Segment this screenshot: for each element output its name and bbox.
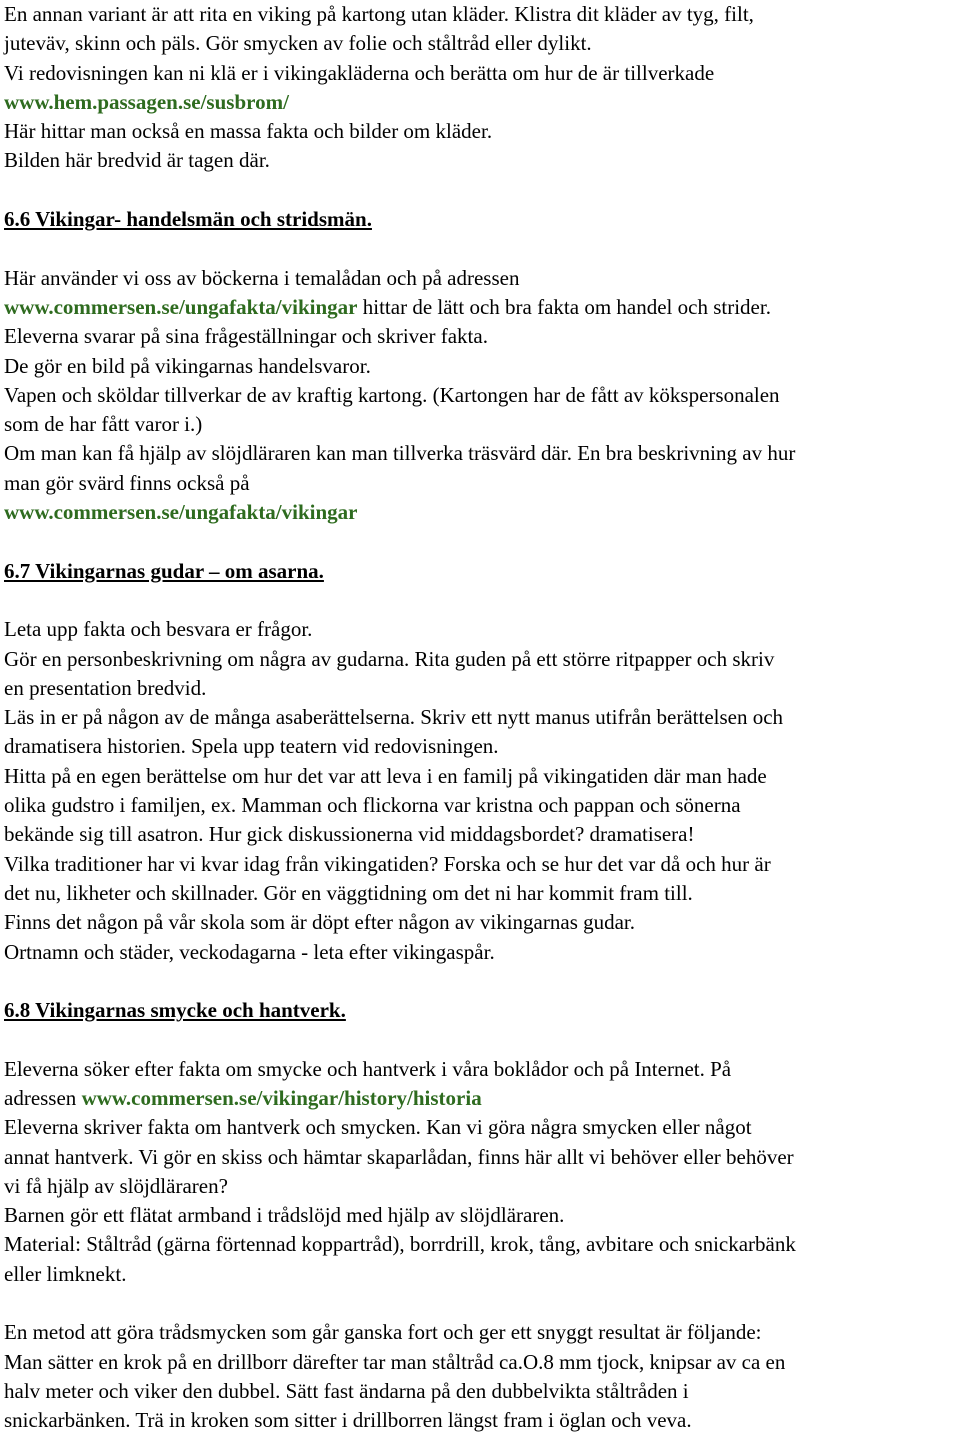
- commersen-history-link[interactable]: www.commersen.se/vikingar/history/historia: [81, 1085, 482, 1110]
- text-line: som de har fått varor i.): [4, 412, 203, 437]
- text-line: det nu, likheter och skillnader. Gör en väggtidning om det ni har kommit fram till.: [4, 880, 693, 905]
- commersen-vikingar-link[interactable]: www.commersen.se/ungafakta/vikingar: [4, 294, 358, 319]
- text-line: Läs in er på någon av de många asaberättelserna. Skriv ett nytt manus utifrån berättelsen och: [4, 705, 784, 730]
- susbrom-link[interactable]: www.hem.passagen.se/susbrom/: [4, 89, 289, 114]
- text-line: Bilden här bredvid är tagen där.: [4, 148, 270, 173]
- spacer: [4, 176, 956, 205]
- text-line: Ortnamn och städer, veckodagarna - leta efter vikingaspår.: [4, 939, 495, 964]
- text-line: En metod att göra trådsmycken som går ganska fort och ger ett snyggt resultat är följande:: [4, 1320, 762, 1345]
- spacer: [4, 234, 956, 263]
- text-line: Barnen gör ett flätat armband i trådslöjd med hjälp av slöjdläraren.: [4, 1203, 565, 1228]
- text-line: Eleverna skriver fakta om hantverk och smycken. Kan vi göra några smycken eller något: [4, 1115, 752, 1140]
- text-line: Eleverna svarar på sina frågeställningar och skriver fakta.: [4, 324, 488, 349]
- text-line: Material: Ståltråd (gärna förtennad koppartråd), borrdrill, krok, tång, avbitare och snickarbänk: [4, 1232, 796, 1257]
- text-line: halv meter och viker den dubbel. Sätt fast ändarna på den dubbelvikta ståltråden i: [4, 1378, 689, 1403]
- text-line: Gör en personbeskrivning om några av gudarna. Rita guden på ett större ritpapper och skriv: [4, 646, 775, 671]
- text-line: snickarbänken. Trä in kroken som sitter i drillborren längst fram i öglan och veva.: [4, 1408, 692, 1433]
- text-line: annat hantverk. Vi gör en skiss och hämtar skaparlådan, finns här allt vi behöver eller behöver: [4, 1144, 794, 1169]
- text-line: Här använder vi oss av böckerna i temalådan och på adressen: [4, 265, 520, 290]
- section-6-7: [4, 557, 956, 967]
- spacer: [4, 586, 956, 615]
- text-line: eller limknekt.: [4, 1261, 127, 1286]
- text-line: juteväv, skinn och päls. Gör smycken av folie och ståltråd eller dylikt.: [4, 31, 592, 56]
- text-line: Här hittar man också en massa fakta och bilder om kläder.: [4, 119, 493, 144]
- spacer: [4, 1025, 956, 1054]
- spacer: [4, 1289, 956, 1318]
- section-6-6: [4, 205, 956, 527]
- section-heading: 6.8 Vikingarnas smycke och hantverk.: [4, 998, 346, 1023]
- spacer: [4, 527, 956, 556]
- text-line: dramatisera historien. Spela upp teatern vid redovisningen.: [4, 734, 499, 759]
- text-line: De gör en bild på vikingarnas handelsvaror.: [4, 353, 371, 378]
- text-line: [4, 293, 956, 322]
- commersen-vikingar-link[interactable]: www.commersen.se/ungafakta/vikingar: [4, 500, 358, 525]
- text-line: En annan variant är att rita en viking på kartong utan kläder. Klistra dit kläder av tyg, filt,: [4, 2, 754, 26]
- text-line: olika gudstro i familjen, ex. Mamman och flickorna var kristna och pappan och sönerna: [4, 793, 741, 818]
- text-line: bekände sig till asatron. Hur gick diskussionerna vid middagsbordet? dramatisera!: [4, 822, 695, 847]
- text-line: vi få hjälp av slöjdläraren?: [4, 1173, 228, 1198]
- text-line: man gör svärd finns också på: [4, 470, 250, 495]
- text-line: Eleverna söker efter fakta om smycke och hantverk i våra boklådor och på Internet. På: [4, 1056, 732, 1081]
- text-line: en presentation bredvid.: [4, 675, 207, 700]
- text-line: Finns det någon på vår skola som är döpt efter någon av vikingarnas gudar.: [4, 910, 636, 935]
- intro-section: [4, 0, 956, 176]
- spacer: [4, 967, 956, 996]
- text-line: Hitta på en egen berättelse om hur det var att leva i en familj på vikingatiden där man hade: [4, 763, 767, 788]
- text-line: Leta upp fakta och besvara er frågor.: [4, 617, 313, 642]
- section-heading: 6.6 Vikingar- handelsmän och stridsmän.: [4, 207, 372, 232]
- text-line: Man sätter en krok på en drillborr därefter tar man ståltråd ca.O.8 mm tjock, knipsar av ca en: [4, 1349, 786, 1374]
- section-6-8: [4, 996, 956, 1435]
- section-heading: 6.7 Vikingarnas gudar – om asarna.: [4, 558, 324, 583]
- text-fragment: adressen: [4, 1085, 82, 1110]
- text-line: [4, 1084, 956, 1113]
- text-line: Om man kan få hjälp av slöjdläraren kan man tillverka träsvärd där. En bra beskrivning av hur: [4, 441, 796, 466]
- text-line: Vi redovisningen kan ni klä er i vikingakläderna och berätta om hur de är tillverkade: [4, 60, 715, 85]
- text-fragment: hittar de lätt och bra fakta om handel och strider.: [357, 294, 771, 319]
- text-line: Vapen och sköldar tillverkar de av kraftig kartong. (Kartongen har de fått av kökspersonalen: [4, 382, 780, 407]
- text-line: Vilka traditioner har vi kvar idag från vikingatiden? Forska och se hur det var då och hur är: [4, 851, 771, 876]
